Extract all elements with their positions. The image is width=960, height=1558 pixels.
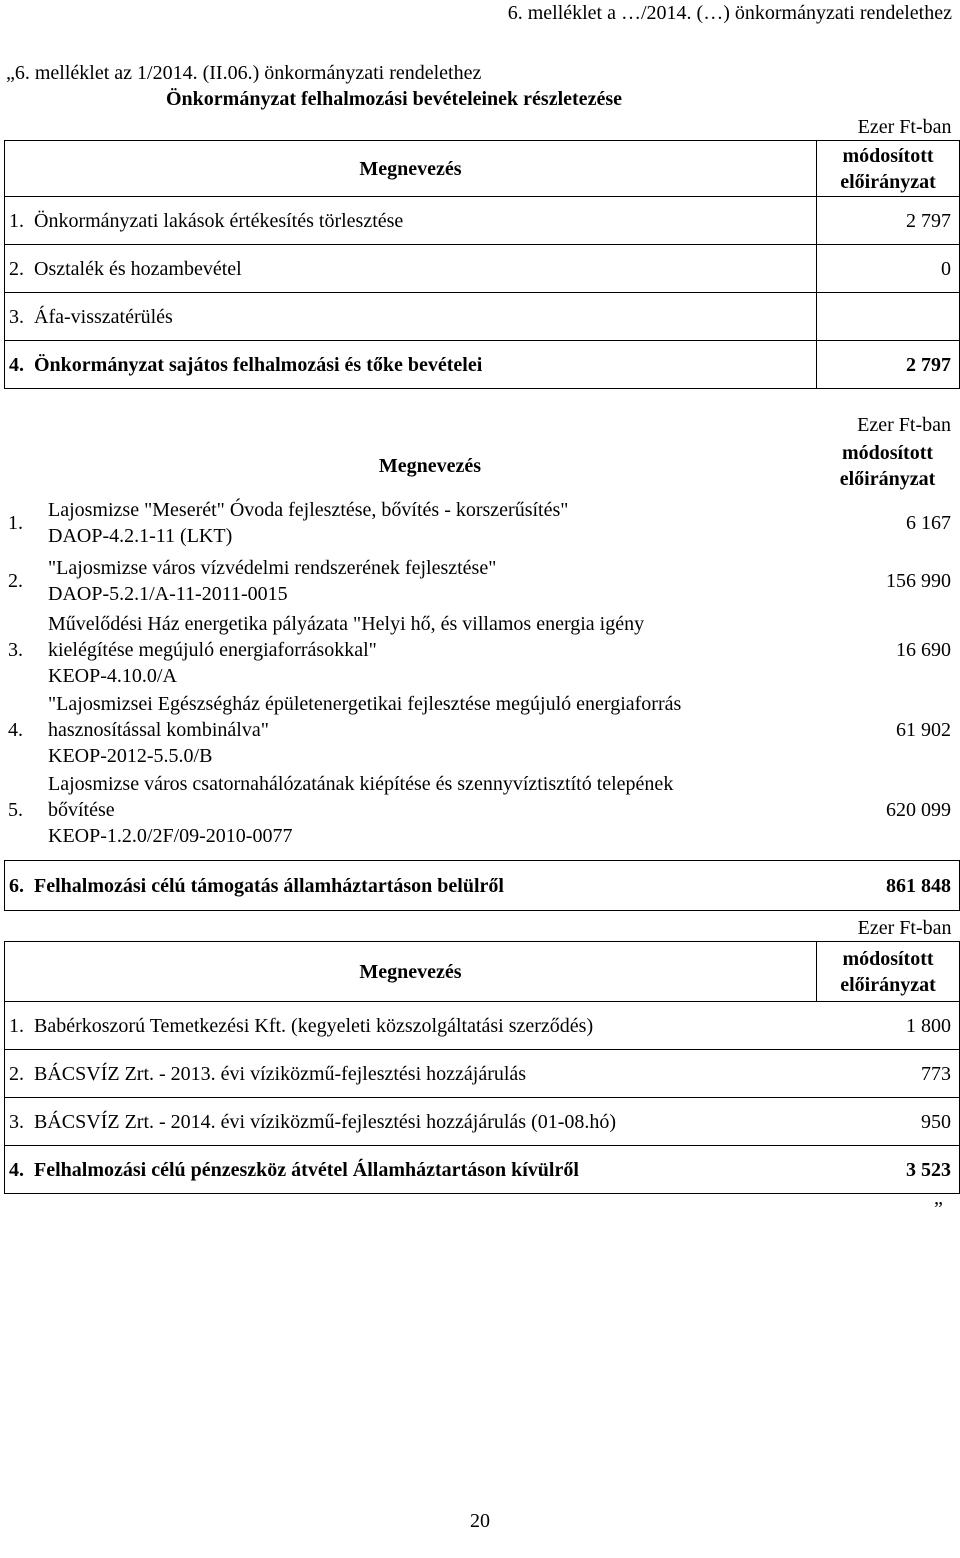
table-row: 2. "Lajosmizse város vízvédelmi rendszerének fejlesztése" DAOP-5.2.1/A-11-2011-0015 156 990 xyxy=(8,557,951,605)
name-column-header: Megnevezés xyxy=(5,942,817,1002)
unit-label: Ezer Ft-ban xyxy=(857,917,952,939)
table-row: 5. Lajosmizse város csatornahálózatának kiépítése és szennyvíztisztító telepének bővítése KEOP-1.2.0/2F/09-2010-0077 620 099 xyxy=(8,773,951,847)
closing-quote: ” xyxy=(934,1198,943,1220)
value-column-header: módosított előirányzat xyxy=(817,942,960,1002)
top-right-annex-note: 6. melléklet a …/2014. (…) önkormányzati rendelethez xyxy=(507,2,952,24)
unit-label: Ezer Ft-ban xyxy=(857,414,951,436)
table-row: 1. Babérkoszorú Temetkezési Kft. (kegyeleti közszolgáltatási szerződés) 1 800 xyxy=(5,1002,960,1050)
table-2-total xyxy=(4,860,960,911)
table-row: 1. Önkormányzati lakások értékesítés törlesztése 2 797 xyxy=(5,197,960,245)
table-row: 3. Áfa-visszatérülés xyxy=(5,293,960,341)
table-row: 1. Lajosmizse "Meserét" Óvoda fejlesztése, bővítés - korszerűsítés" DAOP-4.2.1-11 (LKT) 6 167 xyxy=(8,499,951,547)
unit-label: Ezer Ft-ban xyxy=(857,116,952,138)
table-row: 4. "Lajosmizsei Egészségház épületenergetikai fejlesztése megújuló energiaforrás hasznosítással kombinálva" KEOP-2012-5.5.0/B 61 902 xyxy=(8,693,951,767)
name-column-header: Megnevezés xyxy=(5,141,817,197)
page-title: Önkormányzat felhalmozási bevételeinek részletezése xyxy=(166,88,622,110)
table-row: 3. Művelődési Ház energetika pályázata "Helyi hő, és villamos energia igény kielégítése megújuló energiaforrásokkal" KEOP-4.10.0/A 16 690 xyxy=(8,613,951,687)
table-total-row: 4. Felhalmozási célú pénzeszköz átvétel Államháztartáson kívülről 3 523 xyxy=(5,1146,960,1194)
table-row: 2. BÁCSVÍZ Zrt. - 2013. évi víziközmű-fejlesztési hozzájárulás 773 xyxy=(5,1050,960,1098)
table-3 xyxy=(4,915,960,1194)
table-total-row: 6. Felhalmozási célú támogatás államháztartáson belülről 861 848 xyxy=(5,861,960,911)
value-column-header: módosított előirányzat xyxy=(839,442,936,490)
table-total-row: 4. Önkormányzat sajátos felhalmozási és tőke bevételei 2 797 xyxy=(5,341,960,389)
quoted-annex-line: „6. melléklet az 1/2014. (II.06.) önkormányzati rendelethez xyxy=(6,62,482,84)
table-row: 2. Osztalék és hozambevétel 0 xyxy=(5,245,960,293)
table-row: 3. BÁCSVÍZ Zrt. - 2014. évi víziközmű-fejlesztési hozzájárulás (01-08.hó) 950 xyxy=(5,1098,960,1146)
table-1 xyxy=(4,114,960,389)
page-number: 20 xyxy=(470,1510,490,1532)
value-column-header: módosított előirányzat xyxy=(817,141,960,197)
name-column-header: Megnevezés xyxy=(378,455,482,477)
table-2 xyxy=(4,412,959,850)
